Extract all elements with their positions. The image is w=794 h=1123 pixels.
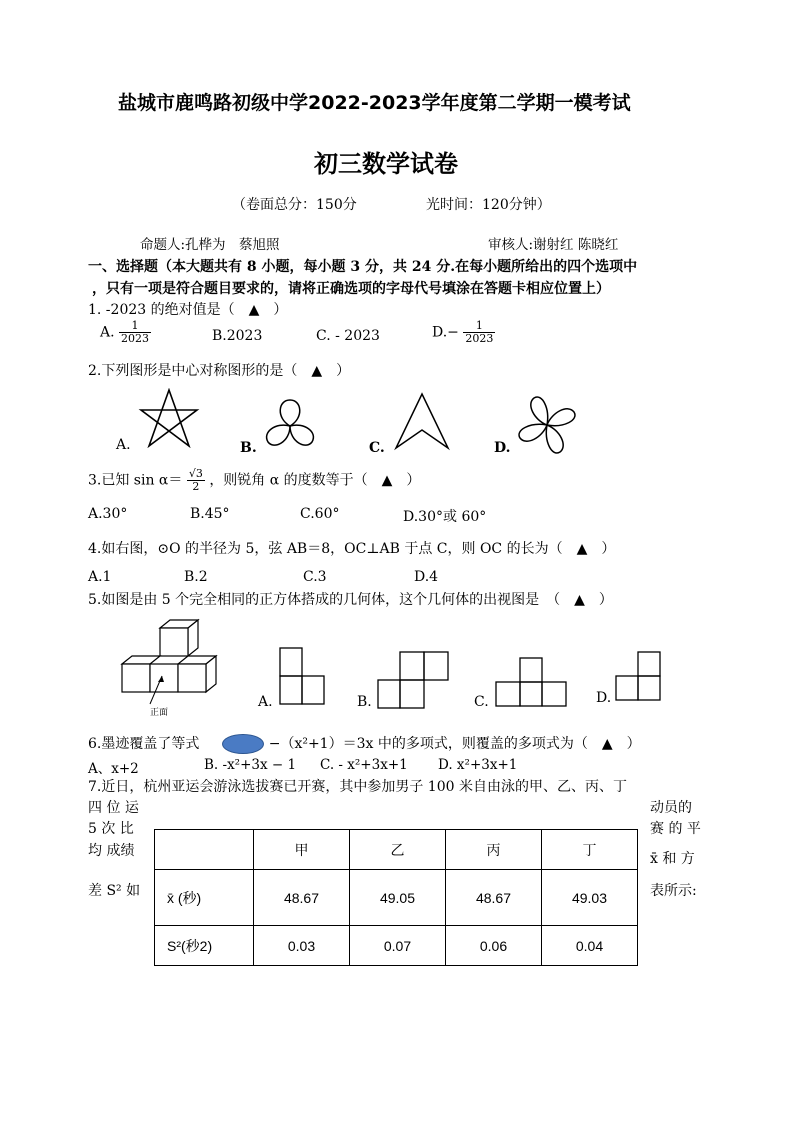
table-cell: 0.06 — [446, 926, 542, 966]
section1-intro-line1: 一、选择题（本大题共有 8 小题，每小题 3 分，共 24 分.在每小题所给出的四个选项中 — [88, 259, 638, 275]
q7-line1: 7.近日，杭州亚运会游泳选拔赛已开赛，其中参加男子 100 米自由泳的甲、乙、丙、丁 — [88, 779, 627, 795]
q1-a-denominator: 2023 — [121, 332, 150, 345]
table-cell: 49.03 — [542, 870, 638, 926]
q6-option-d: D. x²+3x+1 — [438, 757, 518, 773]
q7-right-1: 动员的 — [650, 800, 692, 816]
q1-option-b: B.2023 — [212, 328, 263, 344]
q7-right-3: x̄ 和 方 — [650, 851, 695, 867]
q5-option-c-label: C. — [474, 694, 489, 710]
q3-fraction — [187, 468, 205, 493]
table-row-label: x̄ (秒) — [155, 870, 254, 926]
q7-right-4: 表所示: — [650, 883, 697, 899]
table-cell: 48.67 — [446, 870, 542, 926]
author-line: 命题人:孔桦为 蔡旭照 — [140, 237, 280, 253]
q7-left-3: 均 成绩 — [88, 843, 135, 859]
table-header-cell: 甲 — [254, 830, 350, 870]
table-header-cell: 丁 — [542, 830, 638, 870]
q6-stem-post: −（x²+1）＝3x 中的多项式，则覆盖的多项式为（ ▲ ） — [268, 736, 641, 752]
q1-option-d — [432, 320, 495, 345]
q1-d-denominator: 2023 — [465, 332, 494, 345]
table-header-row — [155, 830, 638, 870]
q1-option-d-label: D.− — [432, 324, 459, 341]
q4-option-b: B.2 — [184, 569, 208, 585]
q1-stem: 1. -2023 的绝对值是（ ▲ ） — [88, 302, 288, 318]
q6-stem-pre: 6.墨迹覆盖了等式 — [88, 736, 200, 752]
q2-four-petal-figure — [516, 394, 578, 456]
table-header-cell: 丙 — [446, 830, 542, 870]
q2-arrowhead-figure — [392, 392, 452, 452]
q1-option-d-fraction — [463, 320, 495, 345]
table-cell: 0.03 — [254, 926, 350, 966]
q1-option-a-fraction — [119, 320, 151, 345]
q7-left-4: 差 S² 如 — [88, 883, 141, 899]
table-header-cell — [155, 830, 254, 870]
q6-option-b: B. -x²+3x − 1 — [204, 757, 297, 773]
q1-option-a-label: A. — [100, 324, 115, 341]
school-title: 盐城市鹿鸣路初级中学2022-2023学年度第二学期一模考试 — [118, 92, 631, 114]
time-info: 光时间：120分钟） — [426, 197, 551, 213]
table-cell: 48.67 — [254, 870, 350, 926]
q1-d-numerator: 1 — [463, 320, 495, 333]
q3-stem-post: ，则锐角 α 的度数等于（ ▲ ） — [209, 472, 421, 489]
q7-left-1: 四 位 运 — [88, 800, 139, 816]
q7-left-2: 5 次 比 — [88, 821, 134, 837]
q3-option-c: C.60° — [300, 506, 340, 522]
q5-option-a-label: A. — [258, 694, 273, 710]
table-cell: 0.04 — [542, 926, 638, 966]
table-row — [155, 926, 638, 966]
q1-a-numerator: 1 — [119, 320, 151, 333]
q3-stem — [88, 468, 420, 493]
q2-option-c-label: C. — [369, 440, 385, 456]
q7-score-table — [154, 829, 638, 966]
ink-blot-ellipse — [222, 734, 264, 754]
q2-trefoil-figure — [260, 396, 320, 456]
section1-intro-line2: ，只有一项是符合题目要求的，请将正确选项的字母代号填涂在答题卡相应位置上） — [92, 281, 610, 297]
q3-numerator: √3 — [188, 467, 203, 480]
q3-denominator: 2 — [192, 480, 200, 493]
q2-option-a-label: A. — [116, 437, 131, 453]
table-header-cell: 乙 — [350, 830, 446, 870]
q2-option-d-label: D. — [494, 440, 511, 456]
q5-option-b-label: B. — [357, 694, 372, 710]
table-cell: 0.07 — [350, 926, 446, 966]
q5-option-d-label: D. — [596, 690, 612, 706]
q1-option-c: C. - 2023 — [316, 328, 380, 344]
score-info: （卷面总分：150分 — [232, 197, 357, 213]
q5-option-a-figure — [278, 646, 328, 708]
paper-title: 初三数学试卷 — [314, 150, 458, 178]
q6-stem — [88, 733, 641, 754]
q3-stem-pre: 3.已知 sin α＝ — [88, 472, 183, 489]
q7-right-2: 赛 的 平 — [650, 821, 701, 837]
q4-option-c: C.3 — [303, 569, 327, 585]
q4-option-d: D.4 — [414, 569, 439, 585]
q5-option-b-figure — [376, 650, 450, 710]
q4-stem: 4.如右图，⊙O 的半径为 5，弦 AB＝8，OC⊥AB 于点 C，则 OC 的长为（ ▲ ） — [88, 541, 616, 557]
q2-star-figure — [138, 388, 200, 448]
q6-option-c: C. - x²+3x+1 — [320, 757, 408, 773]
q2-stem: 2.下列图形是中心对称图形的是（ ▲ ） — [88, 363, 351, 379]
q5-option-d-figure — [614, 650, 664, 704]
q6-option-a: A、x+2 — [88, 761, 139, 777]
q3-option-b: B.45° — [190, 506, 230, 522]
q2-option-b-label: B. — [240, 440, 257, 456]
q3-option-d: D.30°或 60° — [403, 509, 487, 525]
q1-option-a — [100, 320, 151, 345]
table-cell: 49.05 — [350, 870, 446, 926]
q5-option-c-figure — [494, 656, 568, 710]
q4-option-a: A.1 — [88, 569, 112, 585]
q5-front-label: 正面 — [150, 708, 169, 718]
q5-cube-solid-figure — [118, 618, 230, 722]
table-row-label: S²(秒2) — [155, 926, 254, 966]
q3-option-a: A.30° — [88, 506, 128, 522]
q5-stem: 5.如图是由 5 个完全相同的正方体搭成的几何体，这个几何体的出视图是 （ ▲ ） — [88, 592, 613, 608]
table-row — [155, 870, 638, 926]
reviewer-line: 审核人:谢射红 陈晓红 — [488, 237, 619, 253]
